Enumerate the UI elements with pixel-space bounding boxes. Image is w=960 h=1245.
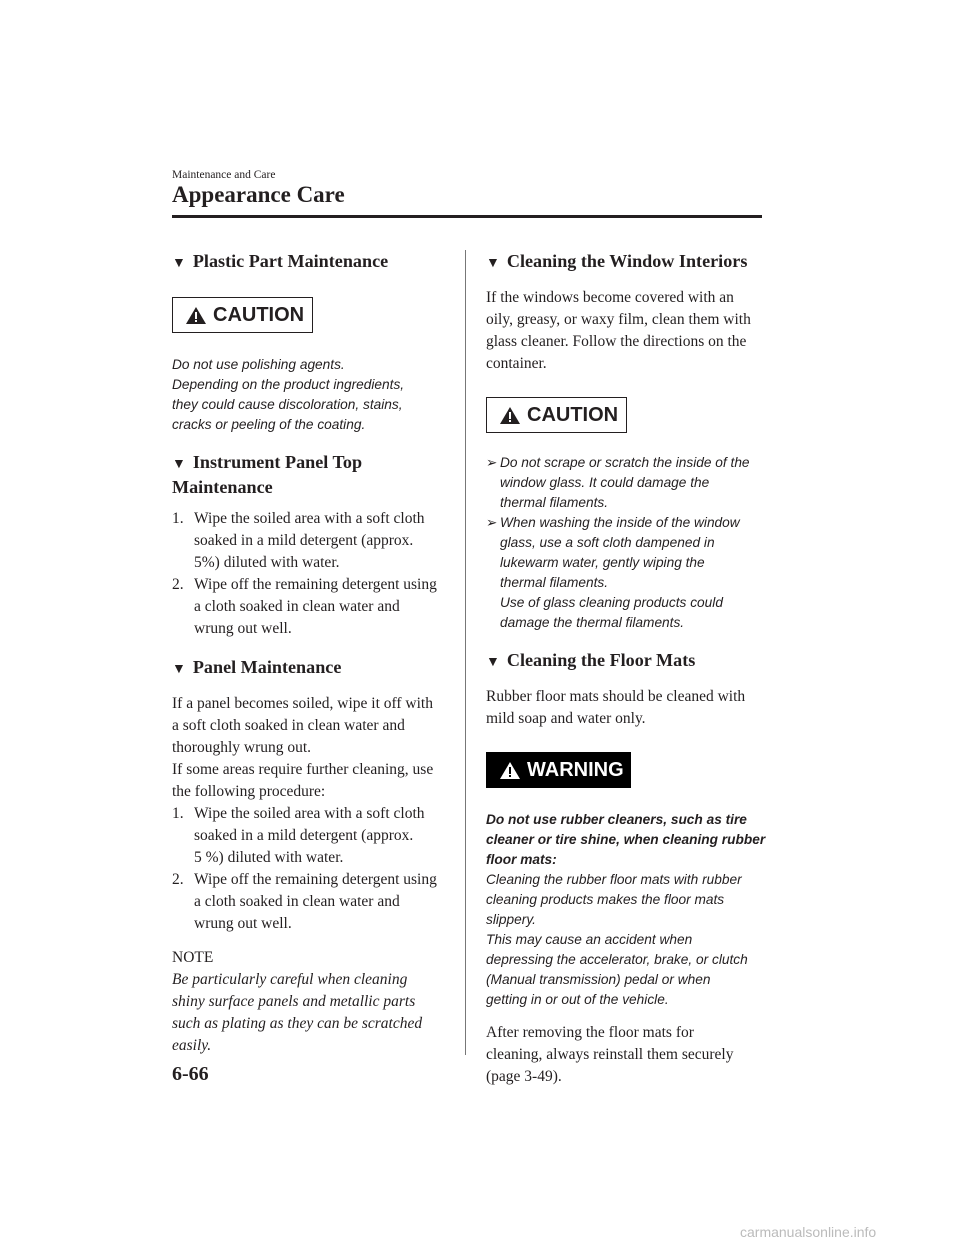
warning-triangle-icon [499,406,521,425]
panel-steps [172,803,457,935]
note-text: Be particularly careful when cleaning shiny surface panels and metallic parts such as plating as they can be scratched easily. [172,971,423,1054]
warning-triangle-icon [499,761,521,780]
page-title: Appearance Care [172,182,345,207]
instrument-steps [172,508,457,640]
page-number: 6-66 [172,1063,209,1085]
panel-heading: ▼ Panel Maintenance [172,657,342,677]
floor-intro: Rubber floor mats should be cleaned with mild soap and water only. [486,688,746,727]
triangle-marker-icon: ▼ [172,662,186,677]
triangle-marker-icon: ▼ [172,256,186,271]
caution-box: CAUTION [172,297,313,333]
caution-box: CAUTION [486,397,627,433]
plastic-heading: ▼ Plastic Part Maintenance [172,251,389,271]
window-heading: ▼ Cleaning the Window Interiors [486,251,748,271]
bullet-item: ➢ When washing the inside of the window glass, use a soft cloth dampened in lukewarm water, gently wiping the thermal filaments. Use of glass cleaning products could damage the thermal filaments. [486,515,740,630]
bullet-item: ➢ Do not scrape or scratch the inside of the window glass. It could damage the thermal filaments. [486,455,750,510]
floor-warning-text: Do not use rubber cleaners, such as tire cleaner or tire shine, when cleaning rubber floor mats: Cleaning the rubber floor mats with rubber cleaning products makes the floor mats slippery. This may cause an accident when depressing the accelerator, brake, or clutch (Manual transmission) pedal or when getting in or out of the vehicle. [486,812,766,1007]
step-item: 2. Wipe off the remaining detergent using a cloth soaked in clean water and wrung out well. [172,576,437,637]
caution-line: Depending on the product ingredients, [172,377,405,392]
watermark: carmanualsonline.info [740,1224,877,1240]
panel-intro: If a panel becomes soiled, wipe it off with a soft cloth soaked in clean water and thoroughly wrung out. If some areas require further cleaning, use the following procedure: [172,695,434,800]
warning-triangle-icon [185,306,207,325]
plastic-caution-text [172,355,457,435]
step-item: 1. Wipe the soiled area with a soft cloth soaked in a mild detergent (approx. 5%) diluted with water. [172,510,425,571]
warning-box: WARNING [486,752,631,788]
floor-outro: After removing the floor mats for cleaning, always reinstall them securely (page 3-49). [486,1024,734,1085]
left-column [172,250,457,1057]
caution-line: Do not use polishing agents. [172,357,345,372]
triangle-marker-icon: ▼ [172,457,186,472]
arrow-bullet-icon: ➢ [486,455,498,470]
caution-line: cracks or peeling of the coating. [172,417,366,432]
triangle-marker-icon: ▼ [486,256,500,271]
column-divider [465,250,466,1055]
instrument-heading: ▼ Instrument Panel Top Maintenance [172,452,363,497]
floor-heading: ▼ Cleaning the Floor Mats [486,650,696,670]
header-divider [172,215,762,218]
section-label: Maintenance and Care [172,169,276,181]
step-item: 2. Wipe off the remaining detergent using a cloth soaked in clean water and wrung out well. [172,871,437,932]
triangle-marker-icon: ▼ [486,655,500,670]
caution-line: they could cause discoloration, stains, [172,397,403,412]
window-intro: If the windows become covered with an oily, greasy, or waxy film, clean them with glass cleaner. Follow the directions on the container. [486,289,751,372]
window-caution-list [486,453,771,633]
note-label: NOTE [172,949,214,966]
arrow-bullet-icon: ➢ [486,515,498,530]
step-item: 1. Wipe the soiled area with a soft cloth soaked in a mild detergent (approx. 5 %) diluted with water. [172,805,425,866]
right-column [486,250,771,1088]
